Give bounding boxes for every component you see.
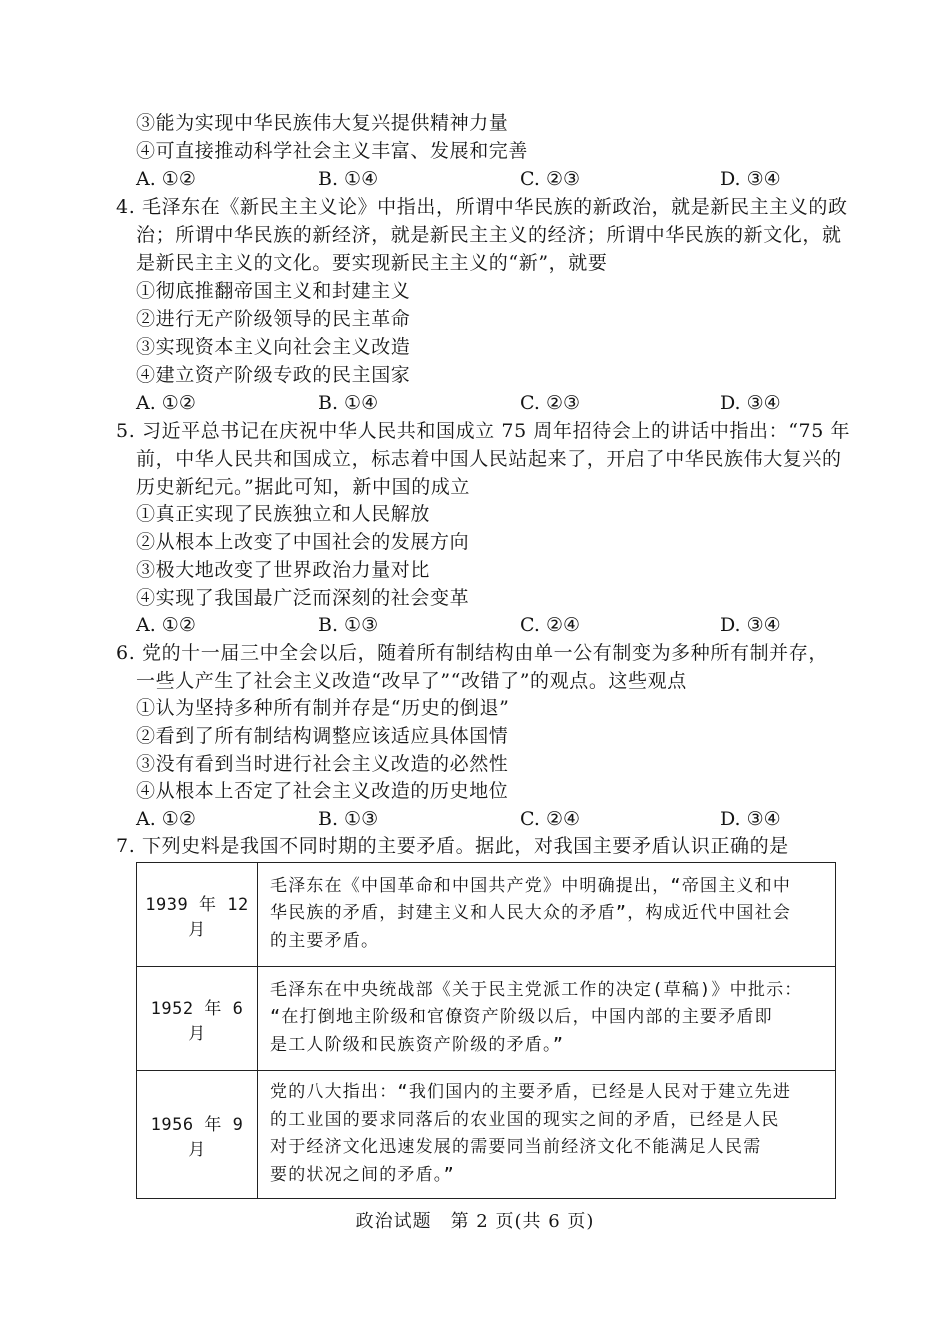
q3-choice-4: ④可直接推动科学社会主义丰富、发展和完善 — [136, 140, 529, 162]
q5-option-b: B. ①③ — [318, 614, 379, 636]
table-row — [137, 1071, 836, 1199]
q6-option-a: A. ①② — [136, 808, 196, 830]
row-text-line: 要的状况之间的矛盾。” — [270, 1164, 455, 1185]
q6-option-d: D. ③④ — [720, 808, 781, 830]
q5-option-c: C. ②④ — [520, 614, 581, 636]
q5-choice-4: ④实现了我国最广泛而深刻的社会变革 — [136, 587, 470, 609]
row-text — [258, 863, 836, 967]
row-text-line: 华民族的矛盾，封建主义和人民大众的矛盾”，构成近代中国社会 — [270, 903, 792, 924]
q4-choice-2: ②进行无产阶级领导的民主革命 — [136, 308, 411, 330]
row-text-line: 党的八大指出：“我们国内的主要矛盾，已经是人民对于建立先进 — [270, 1082, 792, 1102]
q4-option-a: A. ①② — [136, 392, 196, 414]
row-text-line: 毛泽东在中央统战部《关于民主党派工作的决定(草稿)》中批示： — [270, 979, 803, 1000]
q5-stem-line-1: 5. 习近平总书记在庆祝中华人民共和国成立 75 周年招待会上的讲话中指出：“75 年 — [116, 420, 851, 442]
q4-stem-line-3: 是新民主主义的文化。要实现新民主主义的“新”，就要 — [136, 252, 608, 274]
row-text-line: “在打倒地主阶级和官僚资产阶级以后，中国内部的主要矛盾即 — [270, 1007, 773, 1028]
q6-choice-4: ④从根本上否定了社会主义改造的历史地位 — [136, 780, 509, 802]
q6-choice-3: ③没有看到当时进行社会主义改造的必然性 — [136, 753, 509, 775]
q4-choice-1: ①彻底推翻帝国主义和封建主义 — [136, 280, 411, 302]
q4-stem-line-1: 4. 毛泽东在《新民主主义论》中指出，所谓中华民族的新政治，就是新民主主义的政 — [116, 196, 848, 218]
row-text-line: 毛泽东在《中国革命和中国共产党》中明确提出，“帝国主义和中 — [270, 875, 792, 896]
q5-choice-2: ②从根本上改变了中国社会的发展方向 — [136, 531, 470, 553]
row-text-line: 对于经济文化迅速发展的需要同当前经济文化不能满足人民需 — [270, 1137, 762, 1157]
q5-option-a: A. ①② — [136, 614, 196, 636]
q6-option-b: B. ①③ — [318, 808, 379, 830]
q3-option-a: A. ①② — [136, 168, 196, 190]
q5-option-d: D. ③④ — [720, 614, 781, 636]
q3-option-b: B. ①④ — [318, 168, 379, 190]
q4-stem-line-2: 治；所谓中华民族的新经济，就是新民主主义的经济；所谓中华民族的新文化，就 — [136, 224, 842, 246]
row-date: 1956 年 9 月 — [137, 1071, 258, 1199]
row-date: 1939 年 12 月 — [137, 863, 258, 967]
row-text-line: 的主要矛盾。 — [270, 930, 380, 951]
q4-option-d: D. ③④ — [720, 392, 781, 414]
q6-stem-line-1: 6. 党的十一届三中全会以后，随着所有制结构由单一公有制变为多种所有制并存， — [116, 642, 828, 664]
q6-option-c: C. ②④ — [520, 808, 581, 830]
q4-choice-4: ④建立资产阶级专政的民主国家 — [136, 364, 411, 386]
q5-stem-line-2: 前，中华人民共和国成立，标志着中国人民站起来了，开启了中华民族伟大复兴的 — [136, 448, 842, 470]
page-footer: 政治试题 第 2 页(共 6 页) — [355, 1211, 595, 1232]
q4-choice-3: ③实现资本主义向社会主义改造 — [136, 336, 411, 358]
q3-option-c: C. ②③ — [520, 168, 581, 190]
q5-choice-1: ①真正实现了民族独立和人民解放 — [136, 503, 431, 525]
table-row — [137, 967, 836, 1071]
q4-option-c: C. ②③ — [520, 392, 581, 414]
q3-choice-3: ③能为实现中华民族伟大复兴提供精神力量 — [136, 112, 509, 134]
table-row — [137, 863, 836, 967]
row-text-line: 是工人阶级和民族资产阶级的矛盾。” — [270, 1034, 565, 1055]
row-text-line: 的工业国的要求同落后的农业国的现实之间的矛盾，已经是人民 — [270, 1109, 780, 1130]
q5-stem-line-3: 历史新纪元。”据此可知，新中国的成立 — [136, 476, 471, 498]
contradiction-table — [136, 862, 836, 1199]
row-text — [258, 967, 836, 1071]
q5-choice-3: ③极大地改变了世界政治力量对比 — [136, 559, 431, 581]
q3-option-d: D. ③④ — [720, 168, 781, 190]
q6-choice-2: ②看到了所有制结构调整应该适应具体国情 — [136, 725, 509, 747]
q6-choice-1: ①认为坚持多种所有制并存是“历史的倒退” — [136, 697, 510, 719]
q7-stem: 7. 下列史料是我国不同时期的主要矛盾。据此，对我国主要矛盾认识正确的是 — [116, 835, 789, 857]
q4-option-b: B. ①④ — [318, 392, 379, 414]
row-date: 1952 年 6 月 — [137, 967, 258, 1071]
q6-stem-line-2: 一些人产生了社会主义改造“改早了”“改错了”的观点。这些观点 — [136, 670, 687, 692]
row-text — [258, 1071, 836, 1199]
